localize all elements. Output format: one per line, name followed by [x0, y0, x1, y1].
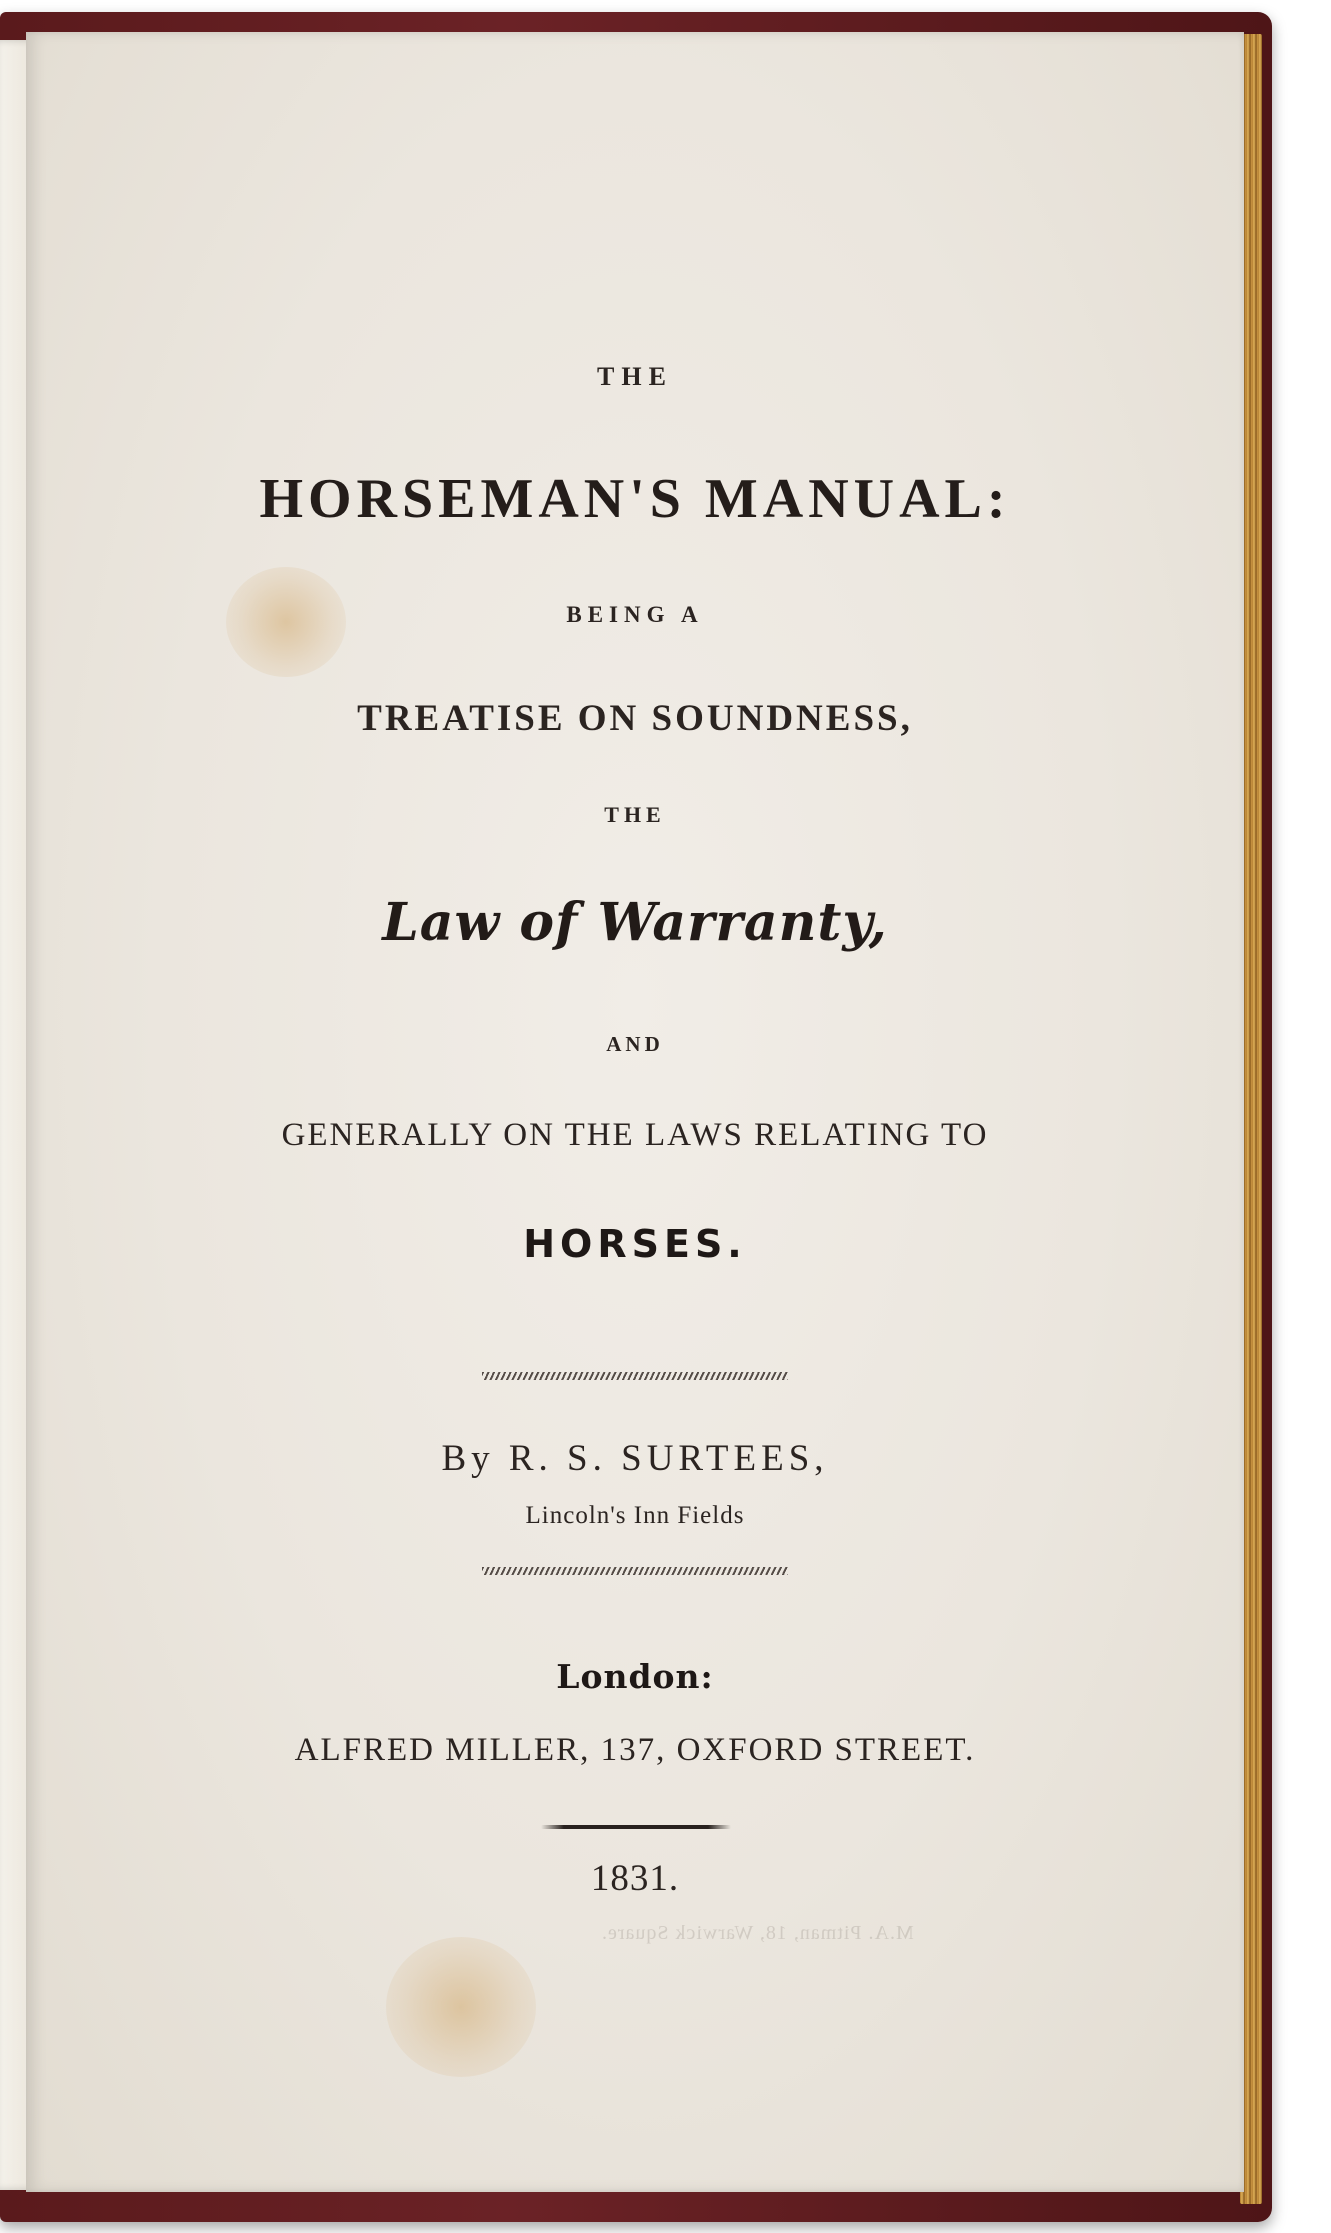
law-of-warranty: Law of Warranty, — [382, 892, 888, 953]
and-line: AND — [606, 1032, 664, 1056]
author-address: Lincoln's Inn Fields — [525, 1502, 745, 1529]
title-page — [26, 32, 1244, 2192]
city-line: London: — [556, 1657, 714, 1696]
year-line: 1831. — [590, 1858, 680, 1899]
main-title: HORSEMAN'S MANUAL: — [259, 468, 1011, 530]
treatise-line: TREATISE ON SOUNDNESS, — [357, 698, 913, 739]
solid-rule — [541, 1825, 731, 1829]
horses-line: HORSES. — [523, 1222, 747, 1266]
show-through-imprint: M.A. Pitman, 18, Warwick Square. — [601, 1922, 914, 1944]
ornamental-rule-top — [482, 1372, 788, 1380]
the-line: THE — [604, 802, 666, 827]
ornamental-rule-bottom — [482, 1567, 788, 1575]
author-line: By R. S. SURTEES, — [441, 1438, 829, 1479]
publisher-line: ALFRED MILLER, 137, OXFORD STREET. — [294, 1732, 976, 1768]
generally-line: GENERALLY ON THE LAWS RELATING TO — [281, 1117, 989, 1153]
title-the: THE — [597, 362, 673, 391]
foxing-spot-lower — [386, 1937, 536, 2077]
being-a: BEING A — [566, 602, 704, 627]
